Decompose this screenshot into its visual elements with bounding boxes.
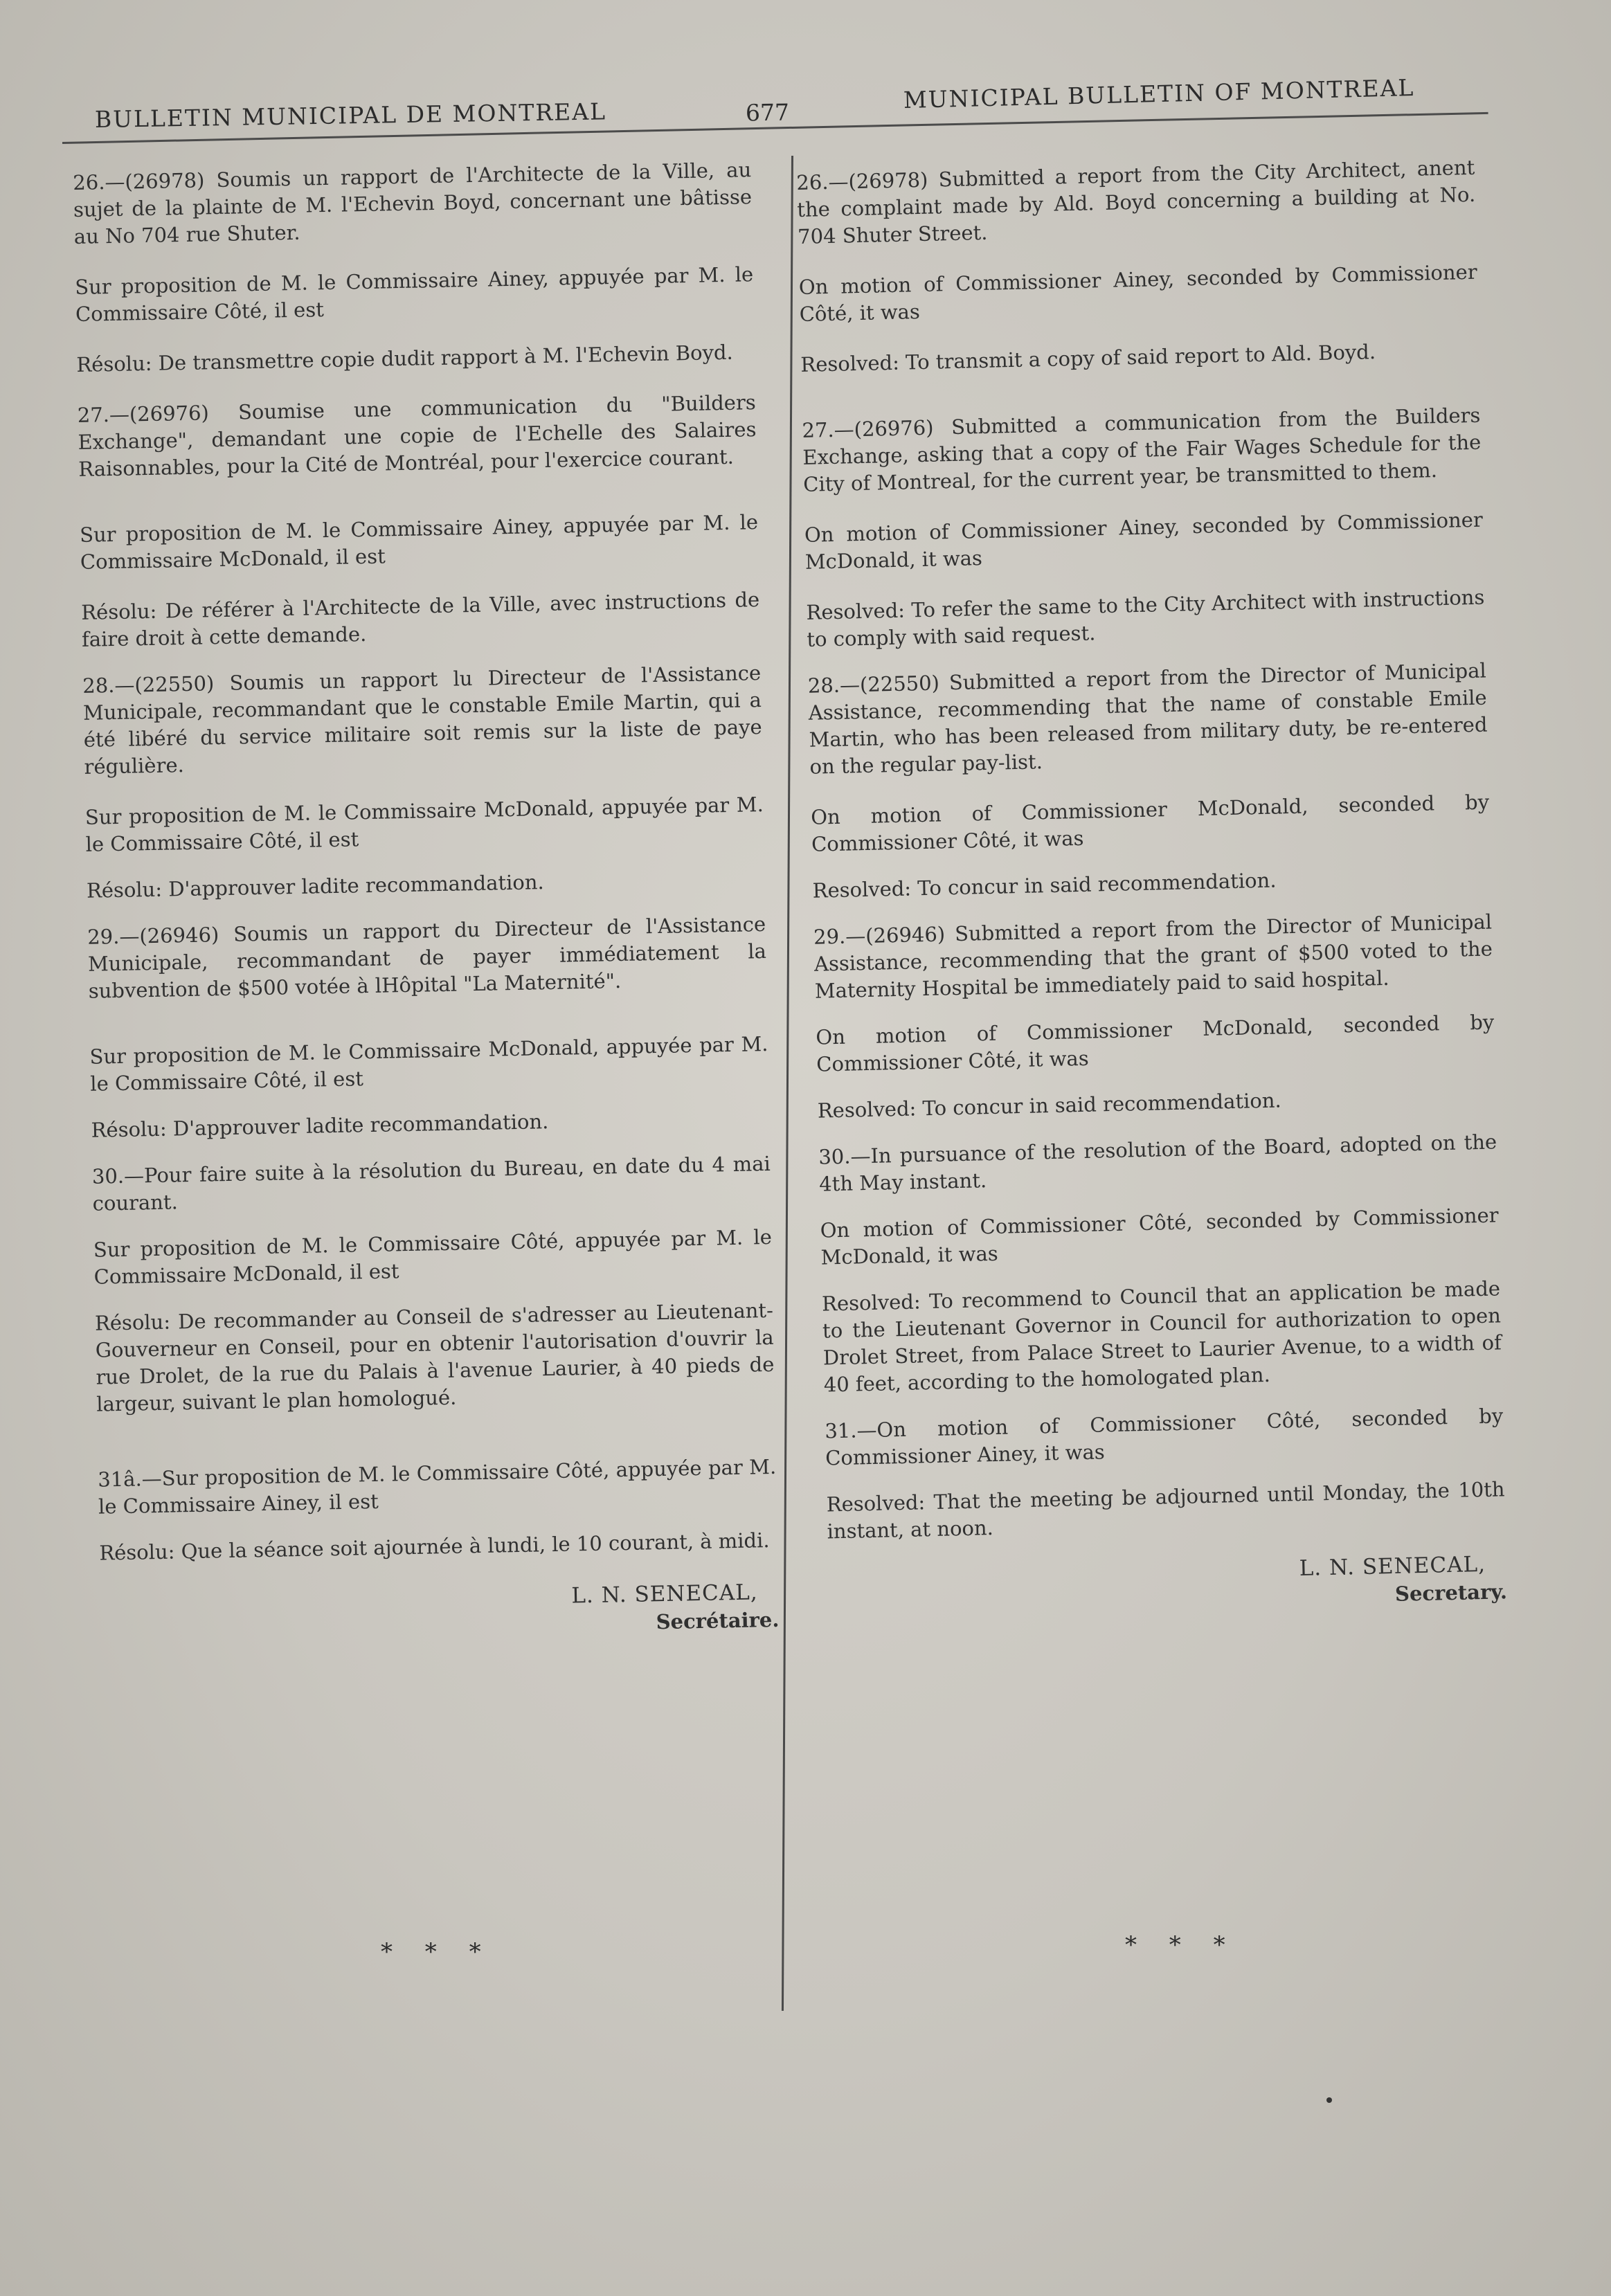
en-resolution-28: Resolved: To concur in said recommendation.	[812, 868, 1277, 903]
en-motion-27: On motion of Commissioner Ainey, seconded by Commissioner McDonald, it was	[804, 507, 1484, 574]
en-resolution-31: Resolved: That the meeting be adjourned until Monday, the 10th instant, at noon.	[826, 1477, 1505, 1544]
en-motion-26: On motion of Commissioner Ainey, seconded by Commissioner Côté, it was	[798, 260, 1477, 326]
fr-motion-30: Sur proposition de M. le Commissaire Côté, appuyée par M. le Commissaire McDonald, il est	[93, 1224, 773, 1289]
en-motion-30: On motion of Commissioner Côté, seconded by Commissioner McDonald, it was	[820, 1203, 1499, 1269]
page-header	[87, 66, 1485, 142]
fr-resolution-28: Résolu: D'approuver ladite recommandation.	[86, 870, 545, 903]
en-resolution-30: Resolved: To recommend to Council that an application be made to the Lieutenant Governor in Council for authorization to open Drolet Street, from Palace Street to Laurier Avenue, to a width of 40 feet, according to the homologated plan.	[821, 1276, 1502, 1397]
fr-resolution-26: Résolu: De transmettre copie dudit rapport à M. l'Echevin Boyd.	[76, 340, 734, 377]
en-resolution-29: Resolved: To concur in said recommendation.	[817, 1088, 1282, 1123]
fr-item-26: 26.—(26978) Soumis un rapport de l'Architecte de la Ville, au sujet de la plainte de M. l'Echevin Boyd, concernant une bâtisse au No 704 rue Shuter.	[73, 158, 753, 248]
en-item-27: 27.—(26976) Submitted a communication from the Builders Exchange, asking that a copy of the Fair Wages Schedule for the City of Montreal, for the current year, be transmitted to them.	[802, 403, 1482, 496]
fr-item-29: 29.—(26946) Soumis un rapport du Directeur de l'Assistance Municipale, recommandant de payer immédiatement la subvention de $500 votée à lHôpital "La Maternité".	[87, 912, 767, 1003]
english-column	[796, 154, 1507, 1621]
header-french-title: BULLETIN MUNICIPAL DE MONTREAL	[94, 98, 607, 133]
fr-signature-title: Secrétaire.	[656, 1607, 780, 1634]
fr-motion-31: 31â.—Sur proposition de M. le Commissaire Côté, appuyée par M. le Commissaire Ainey, il est	[98, 1454, 777, 1519]
fr-motion-28: Sur proposition de M. le Commissaire McDonald, appuyée par M. le Commissaire Côté, il est	[84, 793, 764, 856]
fr-resolution-30: Résolu: De recommander au Conseil de s'adresser au Lieutenant-Gouverneur en Conseil, pour en obtenir l'autorisation d'ouvrir la rue Drolet, de la rue du Palais à l'avenue Laurier, à 40 pieds de largeur, suivant le plan homologué.	[94, 1298, 775, 1416]
french-column	[73, 156, 780, 1646]
column-divider	[782, 156, 793, 2011]
page-number: 677	[745, 98, 790, 127]
fr-resolution-27: Résolu: De référer à l'Architecte de la Ville, avec instructions de faire droit à cette demande.	[80, 588, 760, 651]
en-motion-28: On motion of Commissioner McDonald, seconded by Commissioner Côté, it was	[810, 790, 1490, 856]
en-signature-title: Secretary.	[1394, 1580, 1508, 1606]
fr-resolution-31: Résolu: Que la séance soit ajournée à lundi, le 10 courant, à midi.	[99, 1528, 770, 1565]
fr-signature: L. N. SENECAL,	[571, 1580, 758, 1609]
en-item-29: 29.—(26946) Submitted a report from the Director of Municipal Assistance, recommending that the grant of $500 voted to the Maternity Hospital be immediately paid to said hospital.	[813, 910, 1493, 1003]
fr-motion-26: Sur proposition de M. le Commissaire Ainey, appuyée par M. le Commissaire Côté, il est	[74, 262, 754, 326]
fr-item-27: 27.—(26976) Soumise une communication du "Builders Exchange", demandant une copie de l'Echelle des Salaires Raisonnables, pour la Cité de Montréal, pour l'exercice courant.	[77, 390, 757, 481]
fr-item-28: 28.—(22550) Soumis un rapport lu Directeur de l'Assistance Municipale, recommandant que le constable Emile Martin, qui a été libéré du service militaire soit remis sur la liste de paye régulière.	[82, 661, 762, 779]
fr-item-30: 30.—Pour faire suite à la résolution du Bureau, en date du 4 mai courant.	[91, 1151, 771, 1215]
left-section-separator: * * *	[381, 1938, 494, 1966]
header-english-title: MUNICIPAL BULLETIN OF MONTREAL	[903, 73, 1415, 114]
fr-motion-29: Sur proposition de M. le Commissaire McDonald, appuyée par M. le Commissaire Côté, il est	[89, 1031, 768, 1096]
right-section-separator: * * *	[1125, 1931, 1238, 1959]
paper-speck	[1326, 2097, 1332, 2103]
en-resolution-27: Resolved: To refer the same to the City Architect with instructions to comply with said request.	[806, 585, 1485, 651]
en-signature: L. N. SENECAL,	[1299, 1551, 1486, 1582]
en-motion-29: On motion of Commissioner McDonald, seconded by Commissioner Côté, it was	[816, 1010, 1495, 1076]
en-motion-31: 31.—On motion of Commissioner Côté, seconded by Commissioner Ainey, it was	[824, 1404, 1504, 1470]
en-item-26: 26.—(26978) Submitted a report from the City Architect, anent the complaint made by Ald. Boyd concerning a building at No. 704 Shuter Street.	[796, 155, 1476, 248]
fr-resolution-29: Résolu: D'approuver ladite recommandation.	[91, 1110, 549, 1142]
en-item-30: 30.—In pursuance of the resolution of the Board, adopted on the 4th May instant.	[818, 1130, 1497, 1196]
en-resolution-26: Resolved: To transmit a copy of said report to Ald. Boyd.	[800, 340, 1376, 377]
en-item-28: 28.—(22550) Submitted a report from the Director of Municipal Assistance, recommending that the name of constable Emile Martin, who has been released from military duty, be re-entered on the regular pay-list.	[807, 658, 1488, 779]
fr-motion-27: Sur proposition de M. le Commissaire Ainey, appuyée par M. le Commissaire McDonald, il est	[79, 510, 759, 574]
